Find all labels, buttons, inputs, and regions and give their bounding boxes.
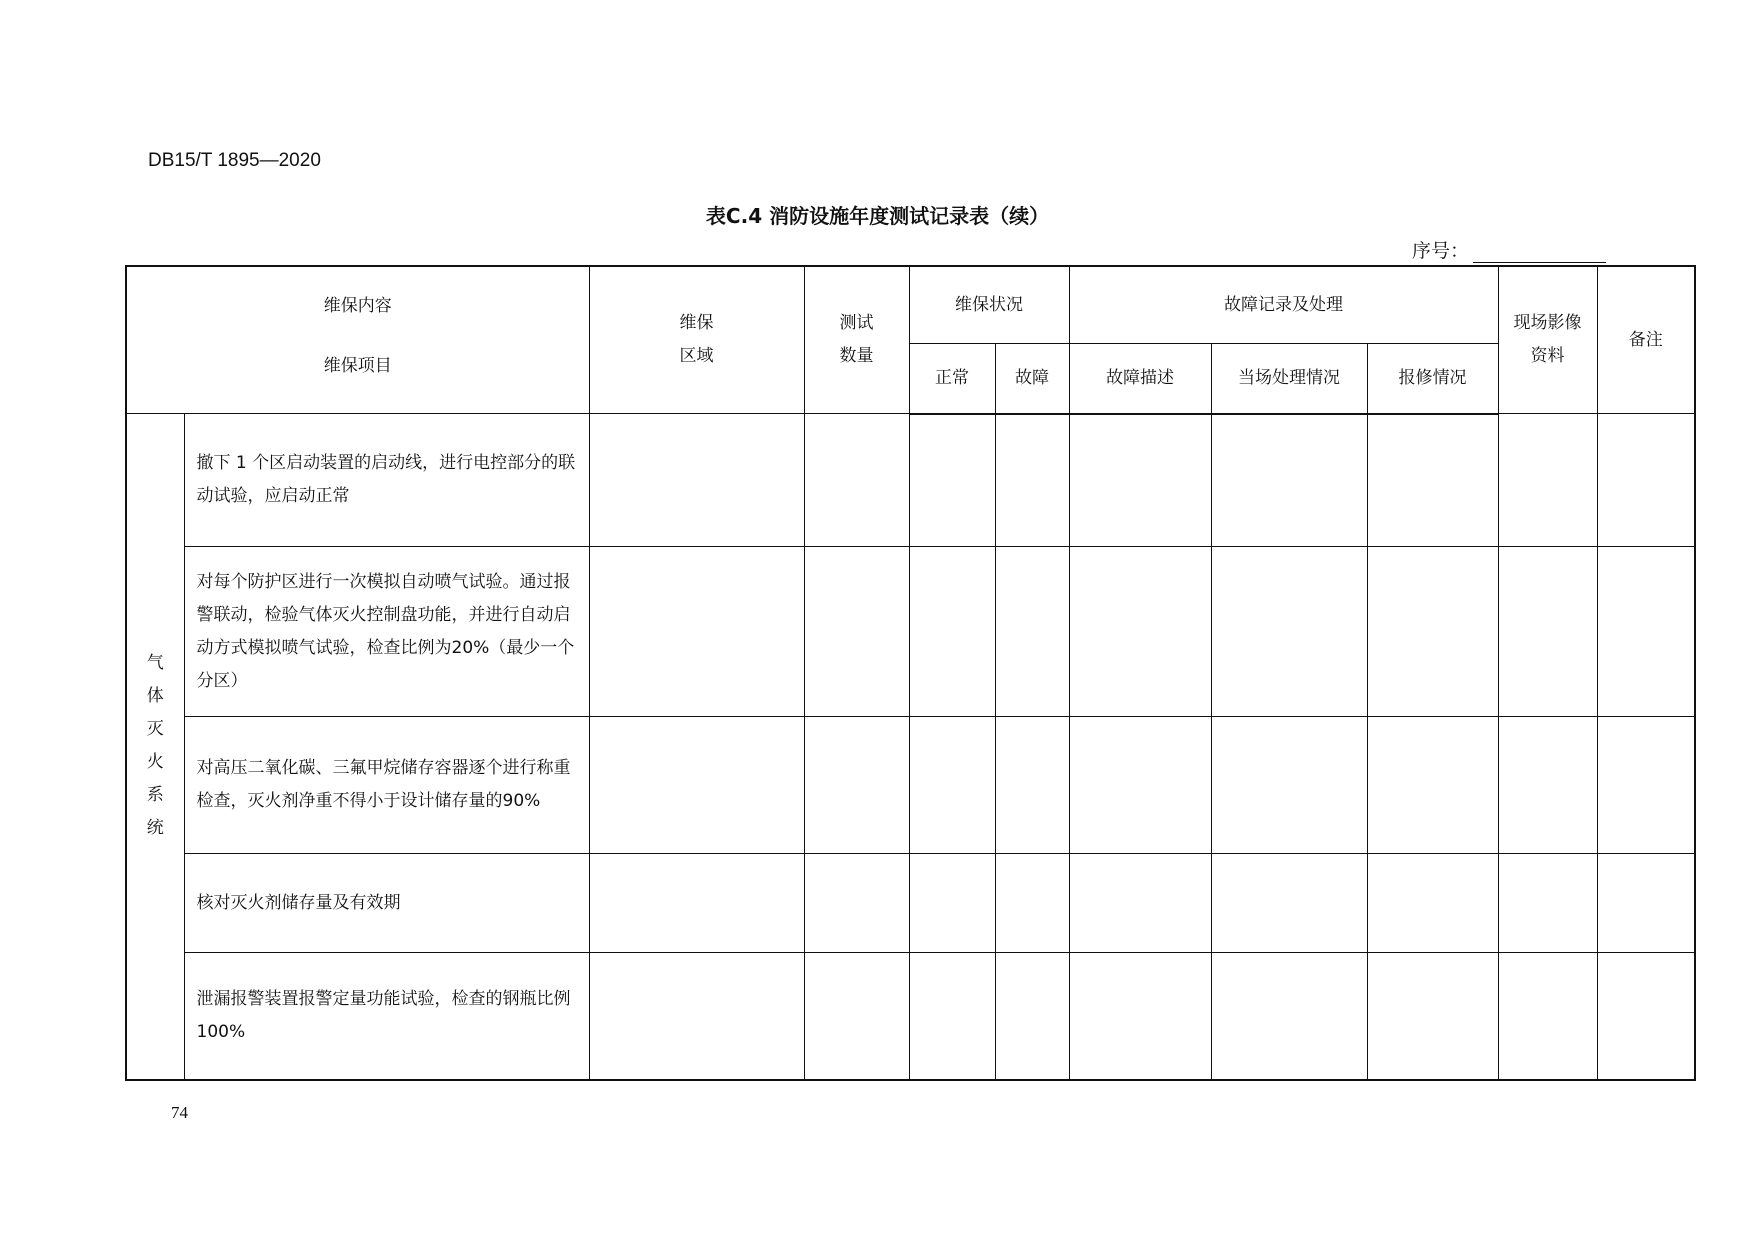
normal-cell[interactable] bbox=[909, 547, 995, 717]
remark-cell[interactable] bbox=[1597, 414, 1695, 547]
group-char: 体 bbox=[146, 686, 164, 707]
table-row bbox=[126, 717, 1695, 854]
normal-cell[interactable] bbox=[909, 414, 995, 547]
quantity-cell[interactable] bbox=[804, 414, 909, 547]
group-char: 系 bbox=[146, 785, 164, 806]
photo-cell[interactable] bbox=[1498, 953, 1597, 1080]
header-area-line2: 区域 bbox=[679, 346, 714, 366]
header-photo-line1: 现场影像 bbox=[1513, 313, 1582, 333]
onsite-cell[interactable] bbox=[1211, 414, 1367, 547]
table-row bbox=[126, 854, 1695, 953]
header-onsite: 当场处理情况 bbox=[1211, 344, 1367, 414]
onsite-cell[interactable] bbox=[1211, 854, 1367, 953]
group-char: 气 bbox=[146, 653, 164, 674]
header-fault-desc: 故障描述 bbox=[1069, 344, 1211, 414]
repair-cell[interactable] bbox=[1367, 414, 1498, 547]
photo-cell[interactable] bbox=[1498, 717, 1597, 854]
header-content bbox=[126, 266, 589, 414]
header-photo-line2: 资料 bbox=[1530, 346, 1565, 366]
header-status: 维保状况 bbox=[909, 266, 1069, 344]
header-status-normal: 正常 bbox=[909, 344, 995, 414]
fault-desc-cell[interactable] bbox=[1069, 547, 1211, 717]
item-text: 对高压二氧化碳、三氟甲烷储存容器逐个进行称重检查，灭火剂净重不得小于设计储存量的90% bbox=[184, 717, 589, 854]
quantity-cell[interactable] bbox=[804, 953, 909, 1080]
header-area bbox=[589, 266, 804, 414]
serial-label: 序号： bbox=[1412, 240, 1470, 262]
normal-cell[interactable] bbox=[909, 717, 995, 854]
fault-cell[interactable] bbox=[995, 717, 1069, 854]
remark-cell[interactable] bbox=[1597, 547, 1695, 717]
page-number: 74 bbox=[171, 1103, 188, 1122]
table-title: 表C.4 消防设施年度测试记录表（续） bbox=[705, 204, 1050, 228]
serial-field[interactable] bbox=[1473, 240, 1606, 263]
quantity-cell[interactable] bbox=[804, 547, 909, 717]
table-row bbox=[126, 414, 1695, 547]
table-row bbox=[126, 953, 1695, 1080]
document-code: DB15/T 1895—2020 bbox=[148, 150, 321, 171]
header-status-fault: 故障 bbox=[995, 344, 1069, 414]
area-cell[interactable] bbox=[589, 717, 804, 854]
fault-desc-cell[interactable] bbox=[1069, 414, 1211, 547]
normal-cell[interactable] bbox=[909, 953, 995, 1080]
repair-cell[interactable] bbox=[1367, 854, 1498, 953]
repair-cell[interactable] bbox=[1367, 717, 1498, 854]
serial-number bbox=[1412, 236, 1606, 263]
group-label-gas-extinguishing-system bbox=[126, 414, 184, 1080]
header-remark: 备注 bbox=[1597, 266, 1695, 414]
remark-cell[interactable] bbox=[1597, 854, 1695, 953]
onsite-cell[interactable] bbox=[1211, 547, 1367, 717]
item-text: 撤下 1 个区启动装置的启动线，进行电控部分的联动试验，应启动正常 bbox=[184, 414, 589, 547]
photo-cell[interactable] bbox=[1498, 547, 1597, 717]
quantity-cell[interactable] bbox=[804, 717, 909, 854]
header-content-bottom: 维保项目 bbox=[323, 356, 392, 376]
fault-cell[interactable] bbox=[995, 414, 1069, 547]
table-row bbox=[126, 547, 1695, 717]
header-repair: 报修情况 bbox=[1367, 344, 1498, 414]
area-cell[interactable] bbox=[589, 854, 804, 953]
fault-desc-cell[interactable] bbox=[1069, 717, 1211, 854]
header-qty-line2: 数量 bbox=[839, 346, 874, 366]
fault-cell[interactable] bbox=[995, 953, 1069, 1080]
repair-cell[interactable] bbox=[1367, 953, 1498, 1080]
item-text: 核对灭火剂储存量及有效期 bbox=[184, 854, 589, 953]
group-char: 灭 bbox=[146, 719, 164, 740]
photo-cell[interactable] bbox=[1498, 414, 1597, 547]
header-area-line1: 维保 bbox=[679, 313, 714, 333]
header-qty-line1: 测试 bbox=[839, 313, 874, 333]
remark-cell[interactable] bbox=[1597, 953, 1695, 1080]
area-cell[interactable] bbox=[589, 547, 804, 717]
normal-cell[interactable] bbox=[909, 854, 995, 953]
quantity-cell[interactable] bbox=[804, 854, 909, 953]
remark-cell[interactable] bbox=[1597, 717, 1695, 854]
fault-desc-cell[interactable] bbox=[1069, 953, 1211, 1080]
area-cell[interactable] bbox=[589, 414, 804, 547]
header-quantity bbox=[804, 266, 909, 414]
fault-desc-cell[interactable] bbox=[1069, 854, 1211, 953]
area-cell[interactable] bbox=[589, 953, 804, 1080]
photo-cell[interactable] bbox=[1498, 854, 1597, 953]
record-table bbox=[125, 265, 1696, 1081]
item-text: 对每个防护区进行一次模拟自动喷气试验。通过报警联动，检验气体灭火控制盘功能，并进行自动启动方式模拟喷气试验，检查比例为20%（最少一个分区） bbox=[184, 547, 589, 717]
group-char: 火 bbox=[146, 752, 164, 773]
item-text: 泄漏报警装置报警定量功能试验，检查的钢瓶比例100% bbox=[184, 953, 589, 1080]
fault-cell[interactable] bbox=[995, 854, 1069, 953]
onsite-cell[interactable] bbox=[1211, 953, 1367, 1080]
header-fault-record: 故障记录及处理 bbox=[1069, 266, 1498, 344]
header-content-top: 维保内容 bbox=[323, 296, 392, 316]
repair-cell[interactable] bbox=[1367, 547, 1498, 717]
group-char: 统 bbox=[146, 818, 164, 839]
header-photo bbox=[1498, 266, 1597, 414]
onsite-cell[interactable] bbox=[1211, 717, 1367, 854]
fault-cell[interactable] bbox=[995, 547, 1069, 717]
